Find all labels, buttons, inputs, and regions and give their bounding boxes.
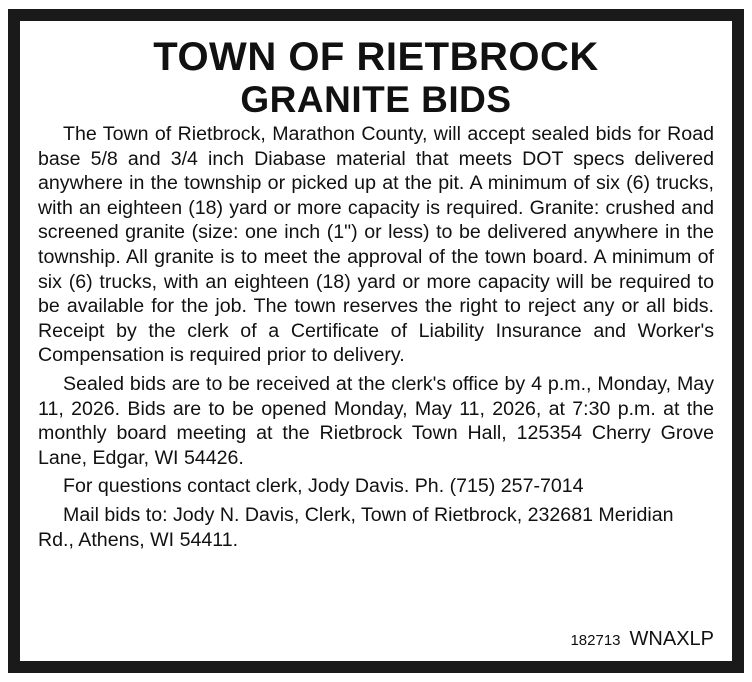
bid-deadline-paragraph: Sealed bids are to be received at the clerk's office by 4 p.m., Monday, May 11, 2026. Bids are to be opened Monday, May 11, 2026, at 7:30 p.m. at the monthly board meeting at the Rietbrock Town Hall, 125354 Cherry Grove Lane, Edgar, WI 54426. [38,372,714,469]
ad-code: WNAXLP [629,628,714,650]
contact-paragraph: For questions contact clerk, Jody Davis. Ph. (715) 257-7014 [63,475,584,498]
mailing-address-paragraph: Mail bids to: Jody N. Davis, Clerk, Town of Rietbrock, 232681 Meridian Rd., Athens, WI 54411. [38,503,674,551]
notice-subtitle: GRANITE BIDS [240,79,512,120]
notice-footer [570,628,714,651]
ad-number: 182713 [570,632,621,649]
bid-description-paragraph: The Town of Rietbrock, Marathon County, will accept sealed bids for Road base 5/8 and 3/4 inch Diabase material that meets DOT specs delivered anywhere in the township or picked up at the pit. A minimum of six (6) trucks, with an eighteen (18) yard or more capacity is required. Granite: crushed and screened granite (size: one inch (1") or less) to be delivered anywhere in the township. All granite is to meet the approval of the town board. A minimum of six (6) trucks, with an eighteen (18) yard or more capacity will be required to be available for the job. The town reserves the right to reject any or all bids. Receipt by the clerk of a Certificate of Liability Insurance and Worker's Compensation is required prior to delivery. [38,123,714,367]
legal-notice [8,9,744,673]
notice-title: TOWN OF RIETBROCK [153,35,599,79]
